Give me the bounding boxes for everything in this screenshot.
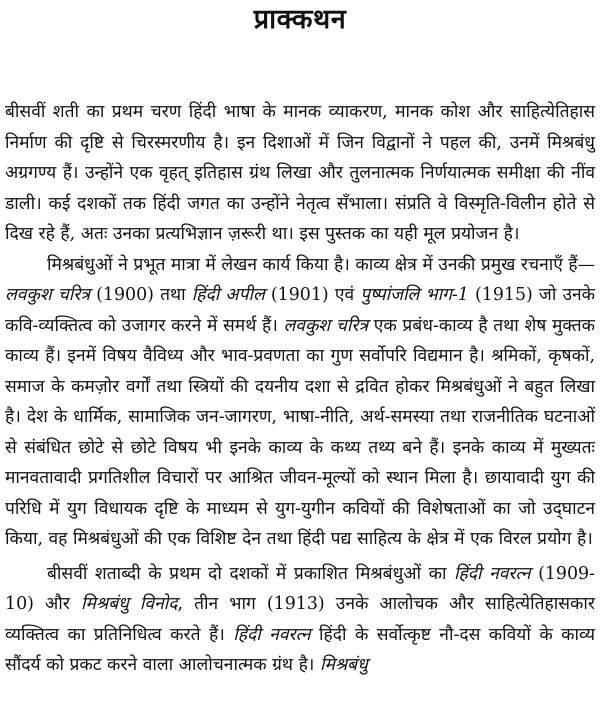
paragraph-2-text-4: (1915) जो उनके कवि-व्यक्तित्व को उजागर करने में समर्थ हैं। bbox=[5, 285, 595, 336]
work-title-lavkush-charitra-2: लवकुश चरित्र bbox=[283, 315, 369, 336]
work-title-hindi-navratna: हिंदी नवरत्न bbox=[454, 563, 531, 584]
paragraph-2-text-3: (1901) एवं bbox=[264, 285, 361, 305]
paragraph-3 bbox=[5, 559, 595, 681]
work-title-lavkush-charitra: लवकुश चरित्र bbox=[5, 285, 91, 305]
paragraph-2-text-5: एक प्रबंध-काव्य है तथा शेष मुक्तक काव्य हैं। इनमें विषय वैविध्य और भाव-प्रवणता का गुण सर्वोपरि विद्यमान है। श्रमिकों, कृषकों, समाज के कमज़ोर वर्गों तथा स्त्रियों की दयनीय दशा से द्रवित होकर मिश्रबंधुओं ने बहुत लिखा है। देश के धार्मिक, सामाजिक जन-जागरण, भाषा-नीति, अर्थ-समस्या तथा राजनीतिक घटनाओं से संबंधित छोटे से छोटे विषय भी इनके काव्य के कथ्य तथ्य बने हैं। इनके काव्य में मुख्यतः मानवतावादी प्रगतिशील विचारों पर आश्रित जीवन-मूल्यों को स्थान मिला है। छायावादी युग की परिधि में युग विधायक दृष्टि के माध्यम से युग-युगीन कवियों की विशेषताओं का जो उद्‌घाटन किया, वह मिश्रबंधुओं की एक विशिष्ट देन तथा हिंदी पद्य साहित्य के क्षेत्र में एक विरल प्रयोग है। bbox=[5, 315, 595, 549]
work-title-mishrabandhu-fragment: मिश्रबंधु bbox=[319, 655, 368, 675]
work-title-hindi-appeal: हिंदी अपील bbox=[191, 285, 265, 305]
paragraph-3-text-1: बीसवीं शताब्दी के प्रथम दो दशकों में प्रकाशित मिश्रबंधुओं का bbox=[47, 563, 455, 584]
body-text bbox=[5, 97, 595, 681]
paragraph-3-text-4: हिंदी के सर्वोत्कृष्ट नौ-दस कवियों के काव्य सौंदर्य को प्रकट करने वाला आलोचनात्मक ग्रंथ है। bbox=[5, 624, 596, 675]
page-title: प्राक्कथन bbox=[253, 4, 347, 35]
paragraph-2 bbox=[5, 250, 595, 555]
paragraph-2-text-1: मिश्रबंधुओं ने प्रभूत मात्रा में लेखन कार्य किया है। काव्य क्षेत्र में उनकी प्रमुख रचनाएँ हैं— bbox=[47, 254, 595, 275]
work-title-mishrabandhu-vinod: मिश्रबंधु विनोद bbox=[81, 594, 178, 614]
paragraph-2-text-2: (1900) तथा bbox=[90, 285, 192, 305]
work-title-pushpanjali: पुष्पांजलि भाग-1 bbox=[360, 285, 469, 305]
work-title-hindi-navratna-2: हिंदी नवरत्न bbox=[233, 624, 311, 645]
paragraph-1 bbox=[5, 97, 595, 250]
paragraph-3-text-2: (1909-10) और bbox=[5, 563, 595, 614]
paragraph-1-text: बीसवीं शती का प्रथम चरण हिंदी भाषा के मानक व्याकरण, मानक कोश और साहित्येतिहास निर्माण की दृष्टि से चिरस्मरणीय है। इन दिशाओं में जिन विद्वानों ने पहल की, उनमें मिश्रबंधु अग्रगण्य हैं। उन्होंने एक वृहत् इतिहास ग्रंथ लिखा और तुलनात्मक निर्णयात्मक समीक्षा की नींव डाली। कई दशकों तक हिंदी जगत का उन्होंने नेतृत्व सँभाला। संप्रति वे विस्मृति-विलीन होते से दिख रहे हैं, अतः उनका प्रत्यभिज्ञान ज़रूरी था। इस पुस्तक का यही मूल प्रयोजन है। bbox=[5, 102, 595, 244]
paragraph-3-text-3: , तीन भाग (1913) उनके आलोचक और साहित्येतिहासकार व्यक्तित्व का प्रतिनिधित्व करते हैं। bbox=[5, 594, 595, 645]
